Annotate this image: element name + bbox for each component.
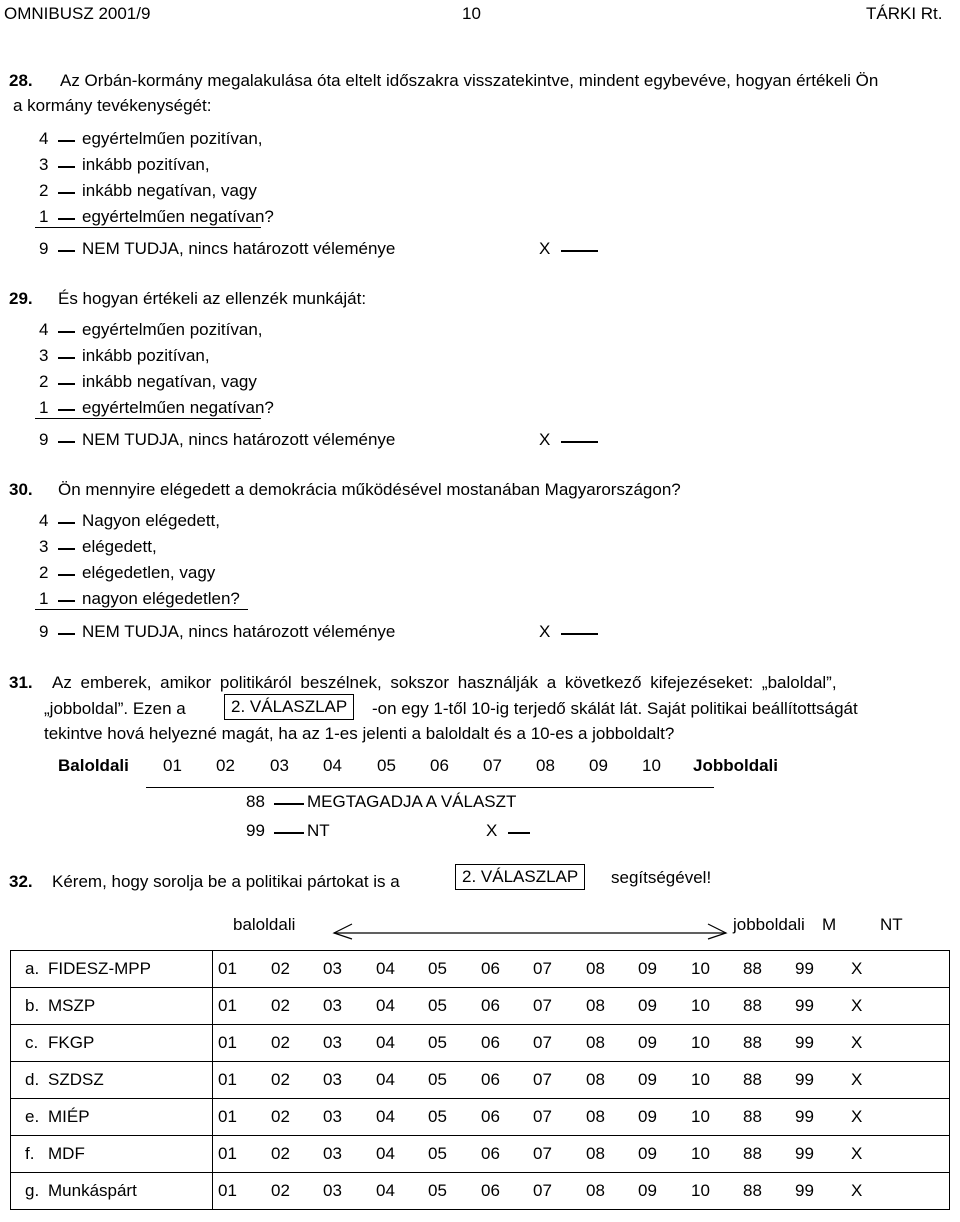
- scale-cell[interactable]: 01: [218, 1107, 237, 1126]
- dash: [561, 441, 598, 443]
- dash: [58, 409, 75, 411]
- option-label: NEM TUDJA, nincs határozott véleménye: [82, 622, 396, 641]
- scale-cell[interactable]: 09: [638, 996, 657, 1015]
- party-name: SZDSZ: [48, 1062, 213, 1099]
- header-right: TÁRKI Rt.: [866, 4, 943, 23]
- party-letter: e.: [11, 1099, 49, 1136]
- q32-text-after: segítségével!: [611, 868, 712, 887]
- dash: [58, 331, 75, 333]
- scale-cell[interactable]: 88: [743, 959, 762, 978]
- scale-cell[interactable]: 99: [795, 1144, 814, 1163]
- scale-cell[interactable]: 01: [218, 959, 237, 978]
- option-label: nagyon elégedetlen?: [82, 589, 240, 608]
- separator-line: [146, 787, 714, 788]
- scale-cell[interactable]: X: [851, 1144, 863, 1163]
- x-mark: X: [539, 239, 551, 258]
- scale-cell[interactable]: 04: [376, 1070, 395, 1089]
- option-code: 88: [246, 792, 265, 811]
- table-row: [11, 951, 950, 988]
- scale-cell[interactable]: 10: [691, 1033, 710, 1052]
- dash: [58, 218, 75, 220]
- dash: [58, 441, 75, 443]
- scale-cell[interactable]: 06: [481, 996, 500, 1015]
- q31-nt[interactable]: [222, 821, 642, 841]
- scale-cell[interactable]: 03: [323, 1107, 342, 1126]
- dash: [58, 192, 75, 194]
- scale-cell[interactable]: 01: [218, 1144, 237, 1163]
- option-code: 9: [39, 622, 49, 641]
- scale-cell[interactable]: 08: [586, 1107, 605, 1126]
- party-scale-cells: [213, 951, 950, 988]
- q30-number: 30.: [9, 480, 33, 499]
- scale-cell[interactable]: 03: [323, 1070, 342, 1089]
- scale-cell[interactable]: 07: [533, 1181, 552, 1200]
- party-name: FIDESZ-MPP: [48, 951, 213, 988]
- scale-cell[interactable]: 03: [323, 996, 342, 1015]
- scale-cell[interactable]: 08: [586, 996, 605, 1015]
- party-scale-cells: [213, 1136, 950, 1173]
- scale-cell[interactable]: 09: [638, 1144, 657, 1163]
- q31-line1: Az emberek, amikor politikáról beszélnek, sokszor használják a következő kifejezéseket: „baloldal”,: [52, 673, 837, 692]
- party-scale-cells: [213, 1173, 950, 1210]
- dash: [58, 250, 75, 252]
- scale-cell[interactable]: 03: [323, 1144, 342, 1163]
- dash: [58, 574, 75, 576]
- scale-cell[interactable]: 06: [481, 1070, 500, 1089]
- q28-number: 28.: [9, 71, 33, 90]
- option-label: NEM TUDJA, nincs határozott véleménye: [82, 430, 396, 449]
- dash: [561, 250, 598, 252]
- scale-value[interactable]: 04: [323, 756, 342, 775]
- scale-cell[interactable]: 08: [586, 959, 605, 978]
- dash: [274, 803, 304, 805]
- scale-cell[interactable]: X: [851, 1181, 863, 1200]
- scale-cell[interactable]: 07: [533, 996, 552, 1015]
- scale-cell[interactable]: 10: [691, 959, 710, 978]
- scale-value[interactable]: 09: [589, 756, 608, 775]
- q32-text: Kérem, hogy sorolja be a politikai pártokat is a: [52, 872, 400, 891]
- scale-cell[interactable]: 06: [481, 1181, 500, 1200]
- scale-cell[interactable]: 88: [743, 996, 762, 1015]
- scale-header-right: jobboldali: [733, 915, 805, 934]
- option-code: 3: [39, 155, 49, 174]
- q29-text: És hogyan értékeli az ellenzék munkáját:: [58, 289, 367, 308]
- option-label: inkább pozitívan,: [82, 155, 210, 174]
- q28-text-line2: a kormány tevékenységét:: [13, 96, 212, 115]
- scale-cell[interactable]: 07: [533, 1033, 552, 1052]
- q32-number: 32.: [9, 872, 33, 891]
- option-label: egyértelműen pozitívan,: [82, 320, 263, 339]
- scale-cell[interactable]: X: [851, 959, 863, 978]
- x-mark: X: [539, 622, 551, 641]
- party-letter: f.: [11, 1136, 49, 1173]
- party-scale-cells: [213, 1099, 950, 1136]
- table-row: [11, 1099, 950, 1136]
- scale-cell[interactable]: X: [851, 1107, 863, 1126]
- scale-value[interactable]: 05: [377, 756, 396, 775]
- scale-cell[interactable]: 08: [586, 1181, 605, 1200]
- dash: [508, 832, 530, 834]
- scale-cell[interactable]: 04: [376, 1144, 395, 1163]
- option-code: 9: [39, 430, 49, 449]
- scale-cell[interactable]: X: [851, 1033, 863, 1052]
- option-label: egyértelműen negatívan?: [82, 207, 274, 226]
- party-table: [10, 950, 950, 1210]
- header-page-number: 10: [462, 4, 481, 23]
- table-row: [11, 1062, 950, 1099]
- q31-number: 31.: [9, 673, 33, 692]
- scale-cell[interactable]: 04: [376, 1107, 395, 1126]
- q31-line3: tekintve hová helyezné magát, ha az 1-es jelenti a baloldalt és a 10-es a jobboldalt?: [44, 724, 675, 743]
- party-name: Munkáspárt: [48, 1173, 213, 1210]
- dash: [58, 140, 75, 142]
- scale-cell[interactable]: 05: [428, 996, 447, 1015]
- dash: [58, 522, 75, 524]
- option-label: NEM TUDJA, nincs határozott véleménye: [82, 239, 396, 258]
- scale-cell[interactable]: 10: [691, 1107, 710, 1126]
- option-label: inkább pozitívan,: [82, 346, 210, 365]
- scale-cell[interactable]: 88: [743, 1033, 762, 1052]
- party-letter: g.: [11, 1173, 49, 1210]
- scale-header-nt: NT: [880, 915, 903, 934]
- party-name: MSZP: [48, 988, 213, 1025]
- q30-dont-know[interactable]: [15, 622, 615, 642]
- scale-cell[interactable]: 07: [533, 1144, 552, 1163]
- valaszlap-box: 2. VÁLASZLAP: [224, 694, 354, 720]
- scale-cell[interactable]: 04: [376, 1033, 395, 1052]
- scale-cell[interactable]: 05: [428, 1181, 447, 1200]
- scale-cell[interactable]: 99: [795, 1181, 814, 1200]
- option-label: egyértelműen negatívan?: [82, 398, 274, 417]
- scale-cell[interactable]: 06: [481, 1033, 500, 1052]
- scale-cell[interactable]: 09: [638, 1070, 657, 1089]
- option-code: 9: [39, 239, 49, 258]
- dash: [58, 166, 75, 168]
- scale-cell[interactable]: 10: [691, 1070, 710, 1089]
- scale-cell[interactable]: 88: [743, 1181, 762, 1200]
- dash: [274, 832, 304, 834]
- x-mark: X: [486, 821, 498, 840]
- option-code: 2: [39, 563, 49, 582]
- option-code: 4: [39, 320, 49, 339]
- scale-cell[interactable]: 08: [586, 1070, 605, 1089]
- scale-cell[interactable]: 05: [428, 1144, 447, 1163]
- double-arrow-icon: [330, 920, 730, 940]
- scale-cell[interactable]: 10: [691, 1144, 710, 1163]
- scale-right-label: Jobboldali: [693, 756, 778, 775]
- scale-value[interactable]: 10: [642, 756, 661, 775]
- scale-cell[interactable]: 06: [481, 1144, 500, 1163]
- x-mark: X: [539, 430, 551, 449]
- q29-dont-know[interactable]: [15, 430, 615, 450]
- option-code: 4: [39, 511, 49, 530]
- scale-cell[interactable]: 01: [218, 1181, 237, 1200]
- scale-cell[interactable]: 07: [533, 959, 552, 978]
- dash: [58, 357, 75, 359]
- option-code: 1: [39, 398, 49, 417]
- table-row: [11, 1173, 950, 1210]
- option-code: 3: [39, 537, 49, 556]
- scale-cell[interactable]: 02: [271, 1107, 290, 1126]
- q31-line2-a: „jobboldal”. Ezen a: [44, 699, 186, 718]
- scale-cell[interactable]: 03: [323, 1181, 342, 1200]
- option-label: inkább negatívan, vagy: [82, 181, 257, 200]
- option-code: 99: [246, 821, 265, 840]
- scale-cell[interactable]: 09: [638, 1181, 657, 1200]
- scale-cell[interactable]: 02: [271, 1070, 290, 1089]
- table-row: [11, 1136, 950, 1173]
- option-label: elégedett,: [82, 537, 157, 556]
- scale-value[interactable]: 06: [430, 756, 449, 775]
- scale-cell[interactable]: 02: [271, 1144, 290, 1163]
- scale-cell[interactable]: 10: [691, 996, 710, 1015]
- option-label: elégedetlen, vagy: [82, 563, 216, 582]
- header-left: OMNIBUSZ 2001/9: [4, 4, 151, 23]
- scale-value[interactable]: 02: [216, 756, 235, 775]
- option-label: Nagyon elégedett,: [82, 511, 220, 530]
- scale-cell[interactable]: 88: [743, 1144, 762, 1163]
- option-label: MEGTAGADJA A VÁLASZT: [307, 792, 517, 811]
- scale-cell[interactable]: 04: [376, 959, 395, 978]
- scale-cell[interactable]: 01: [218, 1070, 237, 1089]
- scale-value[interactable]: 08: [536, 756, 555, 775]
- scale-cell[interactable]: 04: [376, 996, 395, 1015]
- scale-cell[interactable]: 06: [481, 1107, 500, 1126]
- scale-cell[interactable]: 88: [743, 1107, 762, 1126]
- scale-cell[interactable]: 09: [638, 959, 657, 978]
- party-letter: d.: [11, 1062, 49, 1099]
- dash: [58, 548, 75, 550]
- q30-text: Ön mennyire elégedett a demokrácia működésével mostanában Magyarországon?: [58, 480, 681, 499]
- option-code: 1: [39, 207, 49, 226]
- table-row: [11, 1025, 950, 1062]
- scale-cell[interactable]: 06: [481, 959, 500, 978]
- dash: [561, 633, 598, 635]
- scale-cell[interactable]: 05: [428, 959, 447, 978]
- scale-cell[interactable]: 02: [271, 996, 290, 1015]
- party-scale-cells: [213, 988, 950, 1025]
- scale-header-left: baloldali: [233, 915, 296, 934]
- option-code: 3: [39, 346, 49, 365]
- party-name: FKGP: [48, 1025, 213, 1062]
- party-letter: a.: [11, 951, 49, 988]
- q29-number: 29.: [9, 289, 33, 308]
- scale-cell[interactable]: 07: [533, 1107, 552, 1126]
- scale-cell[interactable]: 05: [428, 1070, 447, 1089]
- scale-cell[interactable]: 07: [533, 1070, 552, 1089]
- scale-cell[interactable]: 99: [795, 1033, 814, 1052]
- scale-cell[interactable]: 01: [218, 1033, 237, 1052]
- scale-cell[interactable]: 08: [586, 1144, 605, 1163]
- scale-cell[interactable]: 99: [795, 959, 814, 978]
- table-row: [11, 988, 950, 1025]
- option-code: 1: [39, 589, 49, 608]
- scale-left-label: Baloldali: [58, 756, 129, 775]
- option-code: 2: [39, 181, 49, 200]
- scale-cell[interactable]: 03: [323, 959, 342, 978]
- dash: [58, 600, 75, 602]
- scale-value[interactable]: 01: [163, 756, 182, 775]
- scale-cell[interactable]: 02: [271, 1181, 290, 1200]
- scale-cell[interactable]: 99: [795, 996, 814, 1015]
- separator-line: [35, 609, 248, 610]
- scale-cell[interactable]: 99: [795, 1070, 814, 1089]
- party-name: MIÉP: [48, 1099, 213, 1136]
- scale-cell[interactable]: 08: [586, 1033, 605, 1052]
- party-letter: b.: [11, 988, 49, 1025]
- party-scale-cells: [213, 1062, 950, 1099]
- scale-cell[interactable]: 88: [743, 1070, 762, 1089]
- scale-cell[interactable]: 02: [271, 959, 290, 978]
- scale-cell[interactable]: 04: [376, 1181, 395, 1200]
- q28-text-line1: Az Orbán-kormány megalakulása óta eltelt időszakra visszatekintve, mindent egybevéve, hogyan értékeli Ön: [60, 71, 879, 90]
- option-code: 4: [39, 129, 49, 148]
- party-scale-cells: [213, 1025, 950, 1062]
- scale-cell[interactable]: 09: [638, 1033, 657, 1052]
- scale-cell[interactable]: 05: [428, 1107, 447, 1126]
- scale-cell[interactable]: 02: [271, 1033, 290, 1052]
- scale-cell[interactable]: 09: [638, 1107, 657, 1126]
- valaszlap-box: 2. VÁLASZLAP: [455, 864, 585, 890]
- q31-refuse[interactable]: [222, 792, 642, 812]
- scale-value[interactable]: 03: [270, 756, 289, 775]
- scale-cell[interactable]: 03: [323, 1033, 342, 1052]
- party-name: MDF: [48, 1136, 213, 1173]
- scale-header-m: M: [822, 915, 837, 934]
- separator-line: [35, 227, 261, 228]
- scale-value[interactable]: 07: [483, 756, 502, 775]
- separator-line: [35, 418, 261, 419]
- q28-dont-know[interactable]: [15, 239, 615, 259]
- dash: [58, 633, 75, 635]
- scale-cell[interactable]: X: [851, 996, 863, 1015]
- option-code: 2: [39, 372, 49, 391]
- scale-cell[interactable]: 05: [428, 1033, 447, 1052]
- q31-line2-b: -on egy 1-től 10-ig terjedő skálát lát. Saját politikai beállítottságát: [372, 699, 858, 718]
- scale-cell[interactable]: 99: [795, 1107, 814, 1126]
- scale-cell[interactable]: 10: [691, 1181, 710, 1200]
- option-label: NT: [307, 821, 330, 840]
- option-label: egyértelműen pozitívan,: [82, 129, 263, 148]
- scale-cell[interactable]: X: [851, 1070, 863, 1089]
- option-label: inkább negatívan, vagy: [82, 372, 257, 391]
- scale-cell[interactable]: 01: [218, 996, 237, 1015]
- party-letter: c.: [11, 1025, 49, 1062]
- dash: [58, 383, 75, 385]
